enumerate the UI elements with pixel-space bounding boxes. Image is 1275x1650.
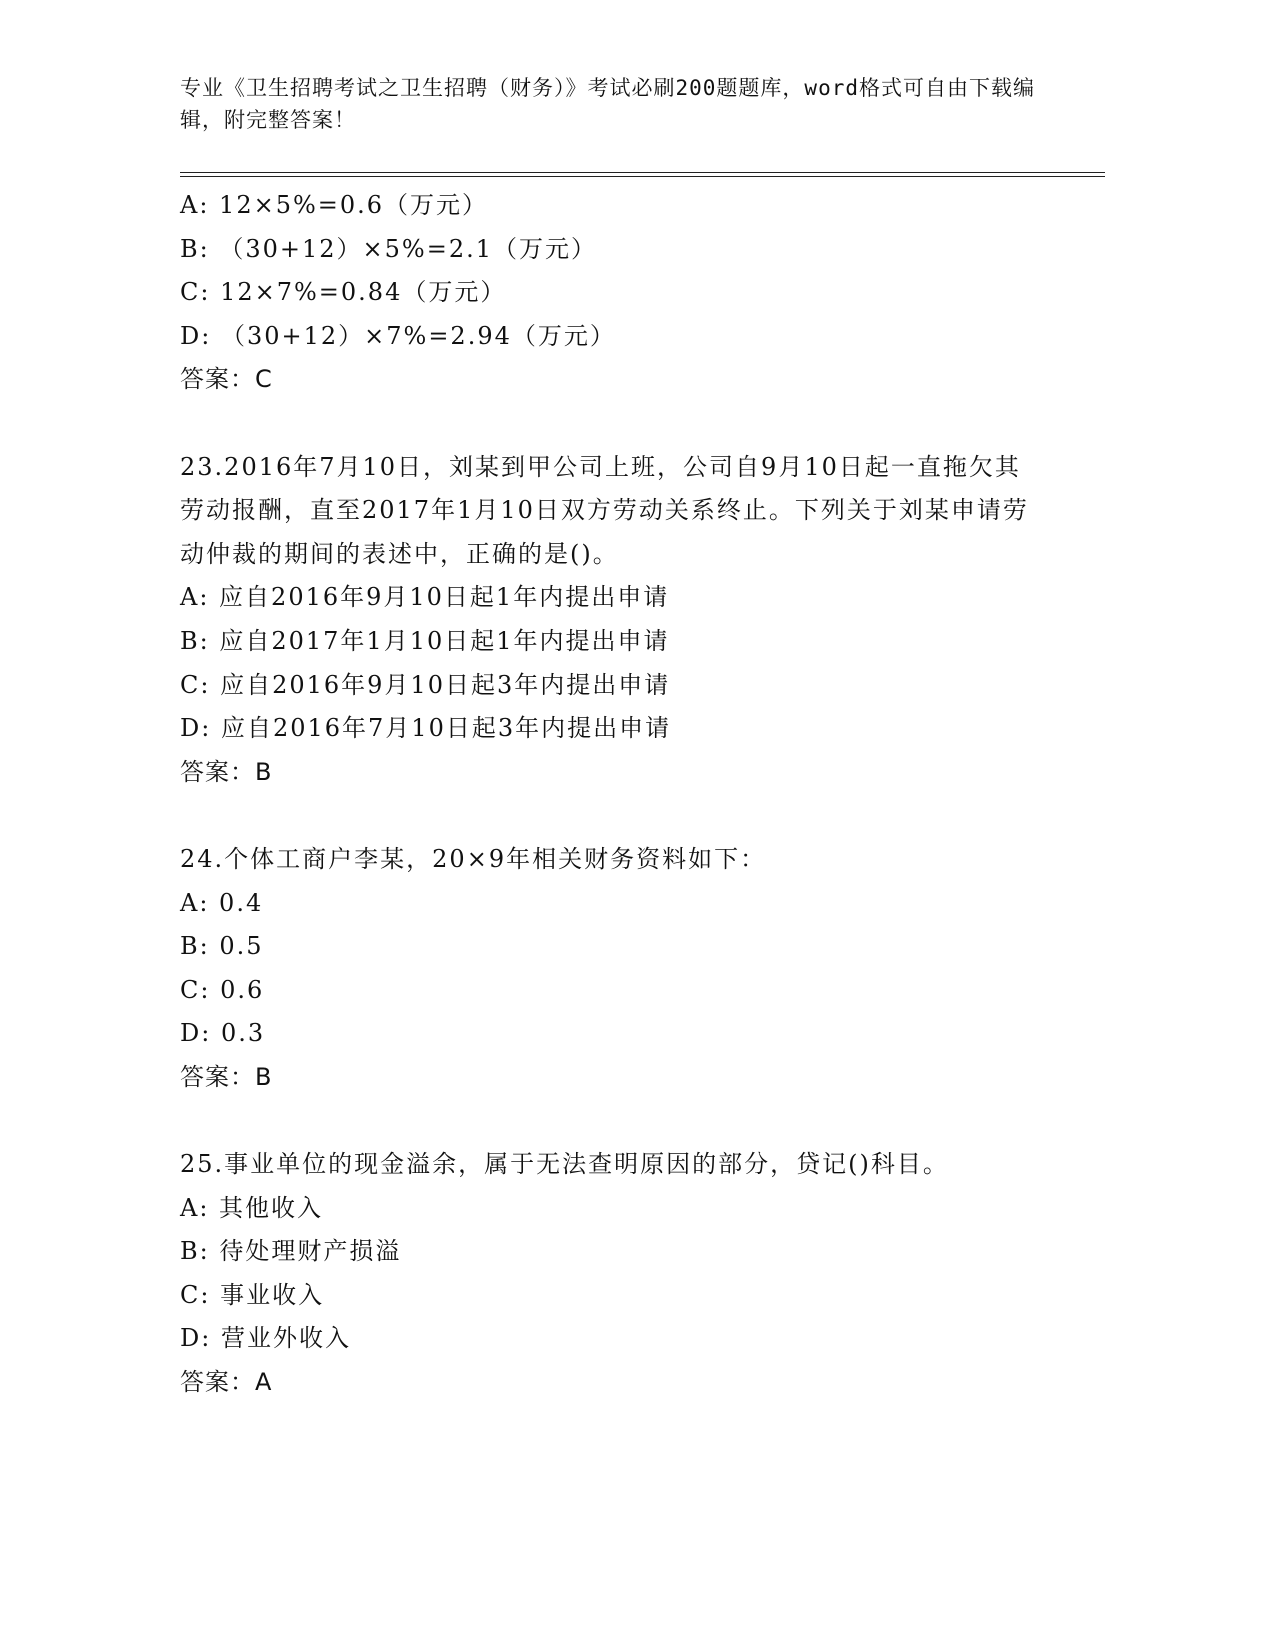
option-a: A: 0.4 xyxy=(180,888,264,917)
option-b: B: 应自2017年1月10日起1年内提出申请 xyxy=(180,626,670,655)
option-c: C: 应自2016年9月10日起3年内提出申请 xyxy=(180,670,671,699)
spacer xyxy=(180,794,1105,838)
option-c: C: 12×7%=0.84（万元） xyxy=(180,278,507,307)
option-c: C: 0.6 xyxy=(180,975,265,1004)
spacer xyxy=(180,402,1105,446)
header-divider-bottom xyxy=(180,176,1105,177)
option-b: B: （30+12）×5%=2.1（万元） xyxy=(180,234,597,263)
option-d: D: 营业外收入 xyxy=(180,1324,351,1353)
option-d: D: （30+12）×7%=2.94（万元） xyxy=(180,321,616,350)
option-a: A: 应自2016年9月10日起1年内提出申请 xyxy=(180,583,670,612)
option-b: B: 0.5 xyxy=(180,932,264,961)
header-divider-top xyxy=(180,172,1105,173)
answer: 答案：A xyxy=(180,1368,273,1397)
question-22 xyxy=(180,184,1105,402)
question-text: 23.2016年7月10日，刘某到甲公司上班，公司自9月10日起一直拖欠其劳动报酬，直至2017年1月10日双方劳动关系终止。下列关于刘某申请劳动仲裁的期间的表述中，正确的是()。 xyxy=(180,452,1029,568)
answer: 答案：B xyxy=(180,1062,273,1091)
option-d: D: 应自2016年7月10日起3年内提出申请 xyxy=(180,714,672,743)
question-24 xyxy=(180,838,1105,1100)
question-text: 24.个体工商户李某，20×9年相关财务资料如下： xyxy=(180,844,767,873)
document-header: 专业《卫生招聘考试之卫生招聘（财务）》考试必刷200题题库，word格式可自由下载编辑，附完整答案！ xyxy=(180,76,1035,132)
option-c: C: 事业收入 xyxy=(180,1280,325,1309)
option-b: B: 待处理财产损溢 xyxy=(180,1237,402,1266)
answer: 答案：B xyxy=(180,757,273,786)
answer: 答案：C xyxy=(180,365,273,394)
spacer xyxy=(180,1099,1105,1143)
question-list xyxy=(180,184,1105,1405)
question-text: 25.事业单位的现金溢余，属于无法查明原因的部分，贷记()科目。 xyxy=(180,1150,949,1179)
option-a: A: 其他收入 xyxy=(180,1193,324,1222)
question-23 xyxy=(180,446,1105,795)
option-d: D: 0.3 xyxy=(180,1019,266,1048)
option-a: A: 12×5%=0.6（万元） xyxy=(180,191,489,219)
question-25 xyxy=(180,1143,1105,1405)
